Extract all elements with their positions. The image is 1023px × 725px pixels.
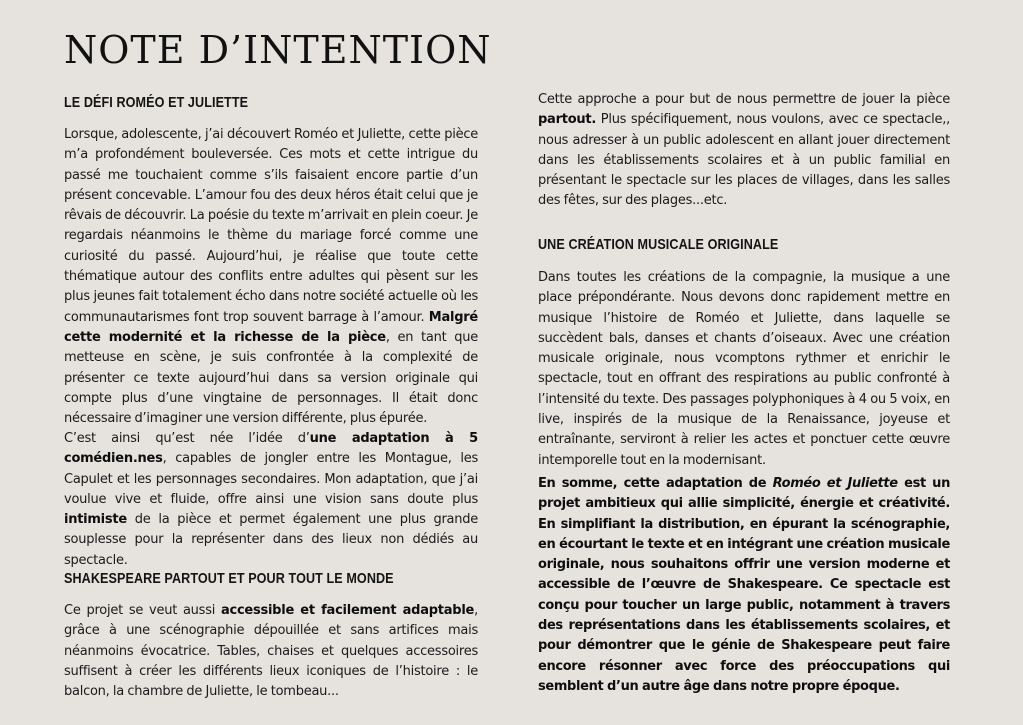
emphasis-text: intimiste xyxy=(64,512,127,528)
paragraph-conclusion xyxy=(538,474,950,697)
text-segment: de la pièce et permet également une plus grande souplesse pour la représenter dans des lieux non dédiés au spectacle. xyxy=(64,512,478,568)
emphasis-text: une adaptation à 5 comédien.nes xyxy=(64,431,478,467)
text-segment: Plus spécifiquement, nous voulons, avec ce spectacle,, nous adresser à un public adolescent en allant jouer directement dans les établissements scolaires et à un public familial en présentant le spectacle sur les places de villages, dans les salles des fêtes, sur des plages...etc. xyxy=(538,112,950,209)
play-title-italic: Roméo et Juliette xyxy=(772,476,898,491)
paragraph-defi-2 xyxy=(64,429,478,571)
text-segment: , en tant que metteuse en scène, je suis confrontée à la complexité de présenter ce texte aujourd’hui dans sa version originale qui compte plus d’une vingtaine de personnages. Il était donc nécessaire d’imaginer une version différente, plus épurée. xyxy=(64,329,479,427)
text-segment: En somme, cette adaptation de xyxy=(538,476,773,491)
emphasis-text: partout. xyxy=(538,112,597,128)
text-segment: , grâce à une scénographie dépouillée et sans artifices mais néanmoins évocatrice. Tables, chaises et quelques accessoires suffisent à créer les différents lieux iconiques de l’histoire : le balcon, la chambre de Juliette, le tombeau... xyxy=(64,603,478,700)
paragraph-defi-1 xyxy=(64,125,478,429)
text-segment: Lorsque, adolescente, j’ai découvert Roméo et Juliette, cette pièce m’a profondément bouleversée. Ces mots et cette intrigue du passé me touchaient comme s’ils faisaient encore partie d’un présent concevable. L’amour fou des deux héros était celui que je rêvais de découvrir. La poésie du texte m’arrivait en plein coeur. Je regardais néanmoins le thème du mariage forcé comme une curiosité du passé. Aujourd’hui, je réalise que toute cette thématique autour des conflits entre adultes qui pèsent sur les plus jeunes fait totalement écho dans notre société actuelle où les communautarismes font trop souvent barrage à l’amour. xyxy=(64,127,478,325)
text-segment: C’est ainsi qu’est née l’idée d’ xyxy=(64,431,310,446)
text-segment: , capables de jongler entre les Montague, les Capulet et les personnages secondaires. Mon adaptation, que j’ai voulue vive et fluide, offre ainsi une vision sans doute plus xyxy=(64,451,478,507)
paragraph-approche xyxy=(538,90,950,212)
page-title: NOTE D’INTENTION xyxy=(64,28,492,72)
section-heading-creation-musicale: UNE CRÉATION MUSICALE ORIGINALE xyxy=(538,236,779,253)
section-heading-shakespeare-partout: SHAKESPEARE PARTOUT ET POUR TOUT LE MONDE xyxy=(64,570,394,587)
paragraph-creation-musicale: Dans toutes les créations de la compagnie, la musique a une place prépondérante. Nous devons donc rapidement mettre en musique l’histoire de Roméo et Juliette, dans laquelle se succèdent bals, danses et chants d’oiseaux. Avec une création musicale originale, nous vcomptons rythmer et enrichir le spectacle, tout en offrant des respirations au public confronté à l’intensité du texte. Des passages polyphoniques à 4 ou 5 voix, en live, inspirés de la musique de la Renaissance, joyeuse et entraînante, serviront à relier les actes et ponctuer cette œuvre intemporelle tout en la modernisant. xyxy=(538,270,950,468)
emphasis-text: accessible et facilement adaptable xyxy=(221,603,475,618)
section-heading-defi: LE DÉFI ROMÉO ET JULIETTE xyxy=(64,94,249,111)
emphasis-text: Malgré cette modernité et la richesse de la pièce xyxy=(64,309,478,345)
text-segment: Cette approche a pour but de nous permettre de jouer la pièce xyxy=(538,92,950,107)
paragraph-shakespeare-partout xyxy=(64,601,478,702)
text-segment: est un projet ambitieux qui allie simplicité, énergie et créativité. En simplifiant la distribution, en épurant la scénographie, en écourtant le texte et en intégrant une création musicale originale, nous souhaitons offrir une version moderne et accessible de l’œuvre de Shakespeare. Ce spectacle est conçu pour toucher un large public, notamment à travers des représentations dans les établissements scolaires, et pour démontrer que le génie de Shakespeare peut faire encore résonner avec force des préoccupations qui semblent d’un autre âge dans notre propre époque. xyxy=(538,476,950,694)
text-segment: Ce projet se veut aussi xyxy=(64,603,221,618)
